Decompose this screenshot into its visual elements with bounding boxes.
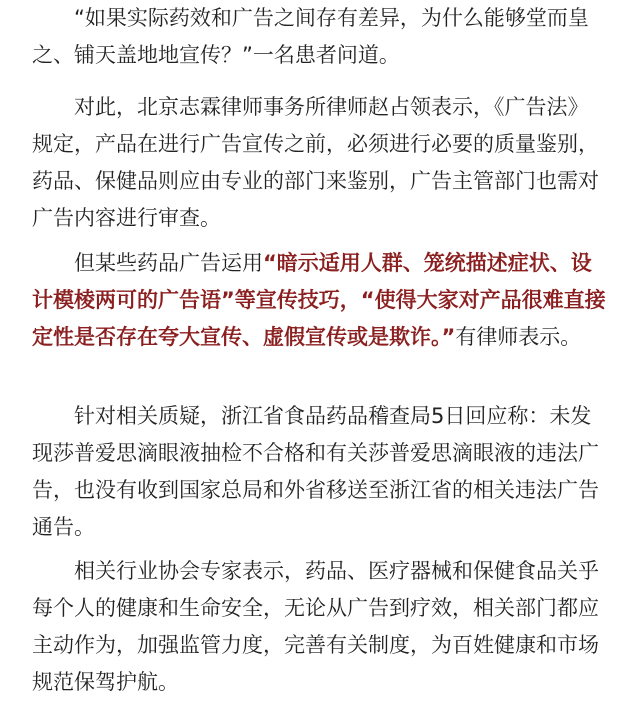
paragraph-text: 针对相关质疑，浙江省食品药品稽查局5日回应称：未发现莎普爱思滴眼液抽检不合格和有关莎普爱思滴眼液的违法广告，也没有收到国家总局和外省移送至浙江省的相关违法广告通告。 bbox=[32, 404, 599, 539]
paragraph-text: 相关行业协会专家表示，药品、医疗器械和保健食品关乎每个人的健康和生命安全，无论从广告到疗效，相关部门都应主动作为，加强监管力度，完善有关制度，为百姓健康和市场规范保驾护航。 bbox=[32, 559, 599, 694]
paragraph-text: 但某些药品广告运用 bbox=[74, 251, 263, 275]
paragraph-lawyer-statement bbox=[32, 89, 607, 237]
paragraph-text: 有律师表示。 bbox=[455, 325, 582, 349]
paragraph-patient-question bbox=[32, 0, 607, 74]
paragraph-text: “如果实际药效和广告之间存有差异，为什么能够堂而皇之、铺天盖地地宣传？”一名患者问道。 bbox=[32, 6, 589, 67]
paragraph-expert-opinion bbox=[32, 553, 607, 701]
paragraph-advertising-techniques bbox=[32, 245, 607, 356]
emphasized-quote: “暗示适用人群、笼统描述症状、设计模棱两可的广告语”等宣传技巧，“使得大家对产品很难直接定性是否存在夸大宣传、虚假宣传或是欺诈。” bbox=[32, 251, 606, 349]
paragraph-zhejiang-response bbox=[32, 398, 607, 546]
paragraph-text: 对此，北京志霖律师事务所律师赵占领表示，《广告法》规定，产品在进行广告宣传之前，必须进行必要的质量鉴别，药品、保健品则应由专业的部门来鉴别，广告主管部门也需对广告内容进行审查。 bbox=[32, 95, 599, 230]
